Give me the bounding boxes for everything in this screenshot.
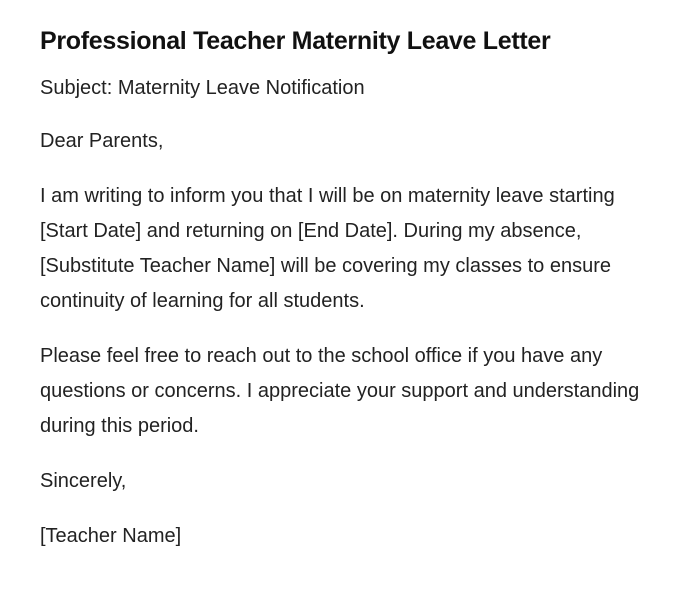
letter-document (40, 24, 660, 574)
letter-subject: Subject: Maternity Leave Notification (40, 77, 365, 99)
letter-closing: Sincerely, (40, 470, 127, 492)
page-title: Professional Teacher Maternity Leave Letter (40, 27, 551, 55)
letter-salutation: Dear Parents, (40, 130, 164, 152)
letter-signature: [Teacher Name] (40, 525, 182, 547)
letter-body-paragraph-2: Please feel free to reach out to the school office if you have any questions or concerns. I appreciate your support and understanding during this period. (40, 345, 640, 437)
letter-body-paragraph-1: I am writing to inform you that I will be on maternity leave starting [Start Date] and returning on [End Date]. During my absence, [Substitute Teacher Name] will be covering my classes to ensure continuity of learning for all students. (40, 185, 615, 312)
